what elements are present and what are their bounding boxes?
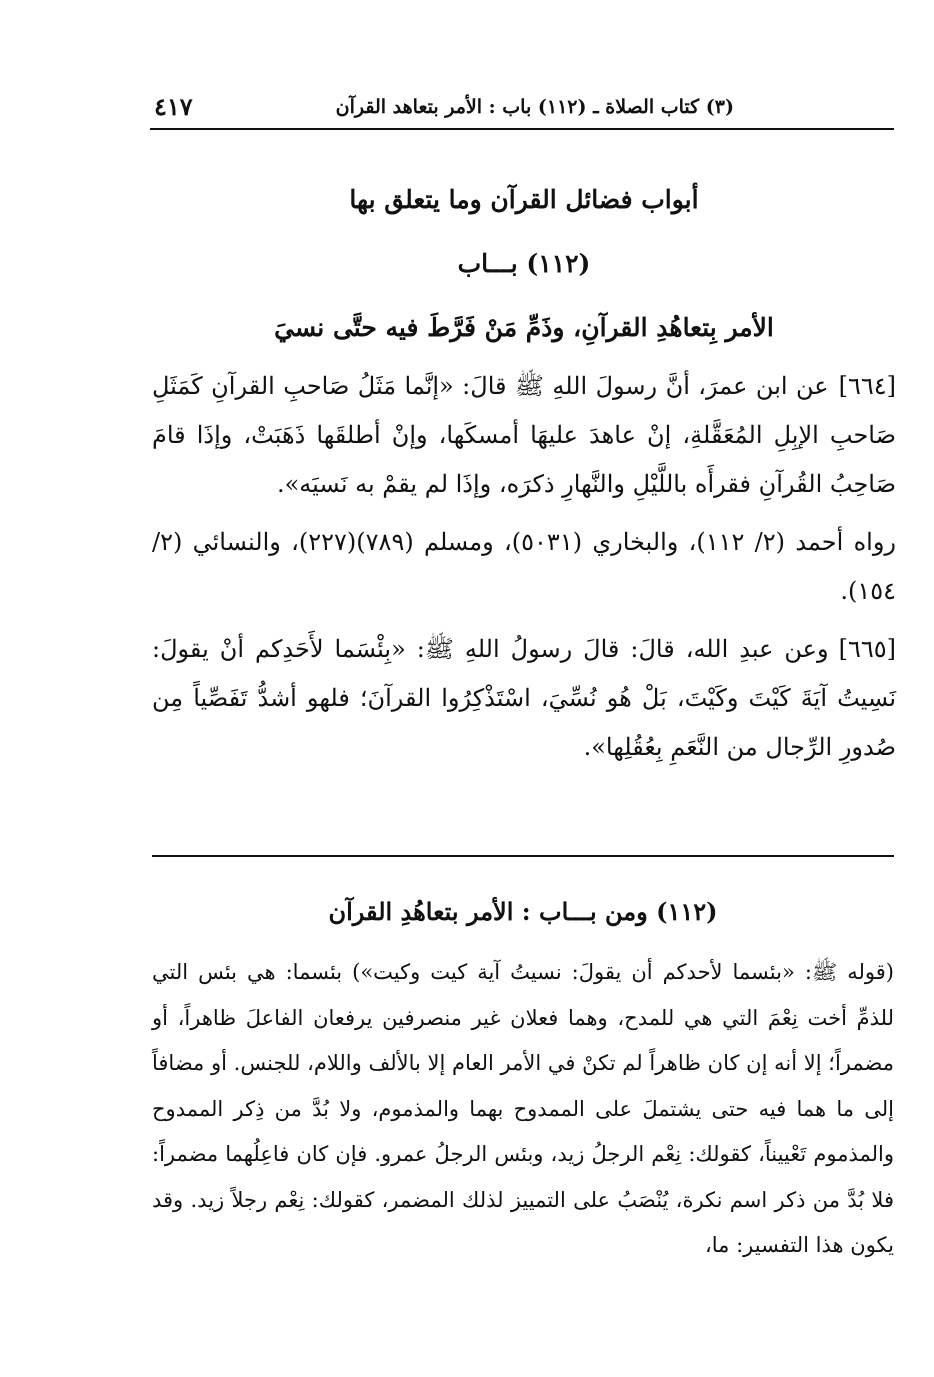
page-number: ٤١٧ xyxy=(154,92,193,121)
chapter-number: (١١٢) بـــاب xyxy=(457,249,591,278)
running-header xyxy=(150,92,894,130)
hadith-source: رواه أحمد (٢/ ١١٢)، والبخاري (٥٠٣١)، ومسلم (٧٨٩)(٢٢٧)، والنسائي (٢/ ١٥٤). xyxy=(152,528,896,605)
commentary xyxy=(152,880,894,1269)
footnote-divider xyxy=(152,855,894,857)
hadith-text: وعن عبدِ الله، قالَ: قالَ رسولُ اللهِ ﷺ: «بِئْسَما لأَحَدِكم أنْ يقولَ: نَسِيتُ آيَةَ كَيْتَ وكَيْتَ، بَلْ هُو نُسِّيَ، اسْتَذْكِرُوا القرآنَ؛ فلهو أشدُّ تَفَصِّياً مِن صُدورِ الرِّجال من النَّعَمِ بِعُقُلِها». xyxy=(152,635,896,761)
hadith-664 xyxy=(152,362,896,509)
section-title: أبواب فضائل القرآن وما يتعلق بها xyxy=(349,185,699,214)
hadith-number: [٦٦٤] xyxy=(838,372,896,400)
chapter-title: الأمر بِتعاهُدِ القرآنِ، وذَمِّ مَنْ فَرَّطَ فيه حتَّى نسيَ xyxy=(274,313,774,342)
running-title: (٣) كتاب الصلاة ـ (١١٢) باب : الأمر بتعاهد القرآن xyxy=(335,96,734,118)
hadith-text: عن ابن عمرَ، أنَّ رسولَ اللهِ ﷺ قالَ: «إنَّما مَثَلُ صَاحبِ القرآنِ كَمَثَلِ صَاحبِ الإبِلِ المُعَقَّلةِ، إنْ عاهدَ عليهَا أمسكَها، وإنْ أطلقَها ذَهَبَتْ، وإذَا قامَ صَاحِبُ القُرآنِ فقرأَه باللَّيْلِ والنَّهارِ ذكرَه، وإذَا لم يقمْ به نَسيَه». xyxy=(152,372,896,498)
commentary-title: (١١٢) ومن بـــاب : الأمر بتعاهُدِ القرآن xyxy=(328,897,718,926)
hadith-number: [٦٦٥] xyxy=(838,635,896,663)
main-text xyxy=(152,168,896,781)
hadith-665 xyxy=(152,625,896,772)
commentary-text: (قوله ﷺ: «بئسما لأحدكم أن يقولَ: نسيتُ آية كيت وكيت») بئسما: هي بئس التي للذمِّ أخت نِعْمَ التي هي للمدح، وهما فعلان غير منصرفين يرفعان الفاعلَ ظاهراً، أو مضمراً؛ إلا أنه إن كان ظاهراً لم تكنْ في الأمر العام إلا بالألف واللام، للجنس. أو مضافاً إلى ما هما فيه حتى يشتملَ على الممدوح بهما والمذموم، ولا بُدَّ من ذِكر الممدوح والمذموم تَعْييناً، كقولك: نِعْم الرجلُ زيد، وبئس الرجلُ عمرو. فإن كان فاعِلُهما مضمراً: فلا بُدَّ من ذكر اسم نكرة، يُنْصَبُ على التمييز لذلك المضمر، كقولك: نِعْم رجلاً زيد. وقد يكون هذا التفسير: ما، xyxy=(152,960,894,1257)
